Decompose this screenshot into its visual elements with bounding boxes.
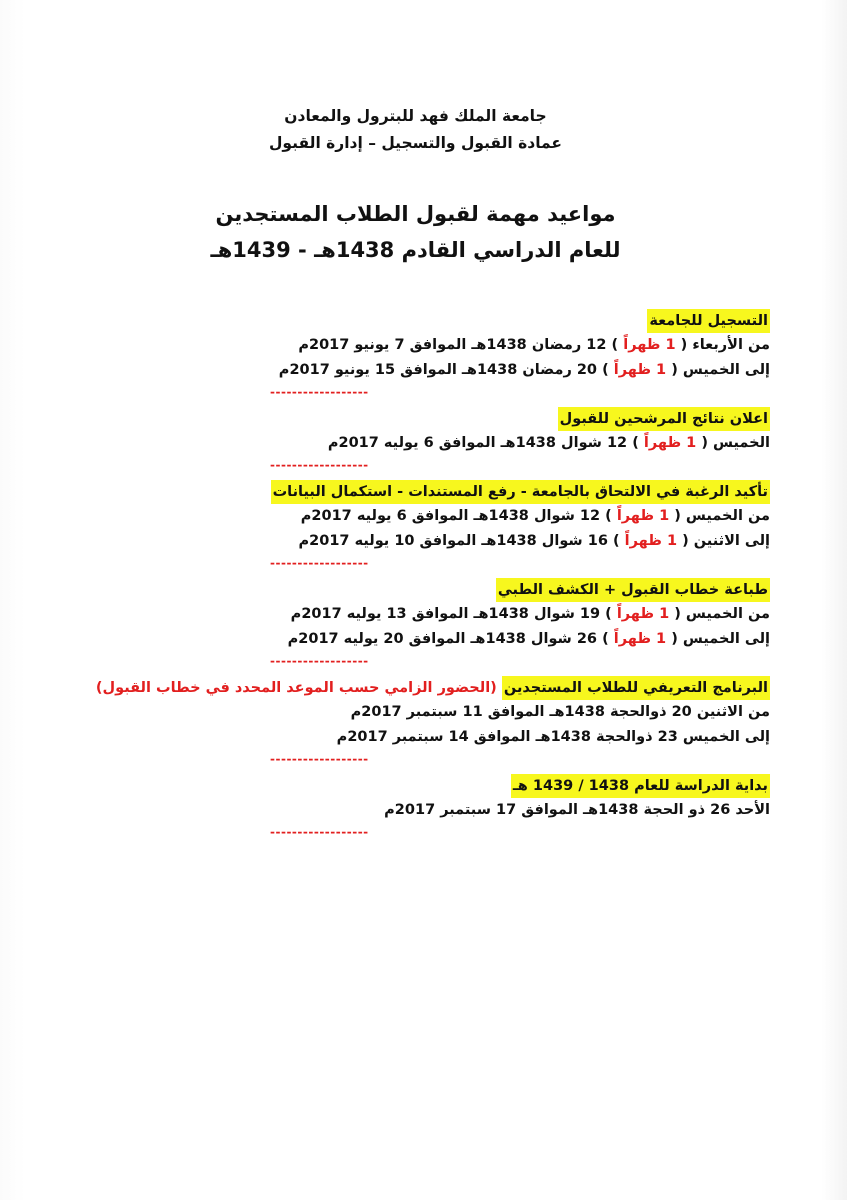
date-row xyxy=(150,602,770,627)
section-results xyxy=(150,407,770,472)
date-row: الأحد 26 ذو الحجة 1438هـ الموافق 17 سبتمبر 2017م xyxy=(384,802,770,818)
row-text: الخميس ( xyxy=(696,435,770,451)
row-text: إلى الخميس ( xyxy=(666,631,770,647)
separator: ------------------ xyxy=(270,385,369,399)
row-text: إلى الاثنين ( xyxy=(677,533,770,549)
separator: ------------------ xyxy=(270,556,369,570)
date-row xyxy=(150,358,770,383)
separator: ------------------ xyxy=(270,752,369,766)
section-confirmation xyxy=(150,480,770,570)
section-title: تأكيد الرغبة في الالتحاق بالجامعة - رفع المستندات - استكمال البيانات xyxy=(271,480,770,504)
deanship-name: عمادة القبول والتسجيل – إدارة القبول xyxy=(268,134,563,152)
date-row xyxy=(150,431,770,456)
section-title: طباعة خطاب القبول + الكشف الطبي xyxy=(496,578,770,602)
row-text: ) 16 شوال 1438هـ الموافق 10 يوليه 2017م xyxy=(298,533,625,549)
time-label: 1 ظهراً xyxy=(613,631,667,647)
date-row xyxy=(150,504,770,529)
row-text: من الخميس ( xyxy=(669,508,770,524)
separator: ------------------ xyxy=(270,654,369,668)
time-label: 1 ظهراً xyxy=(623,337,676,353)
row-text: إلى الخميس ( xyxy=(666,362,770,378)
row-text: من الخميس ( xyxy=(669,606,770,622)
date-row xyxy=(150,529,770,554)
section-acceptance-letter xyxy=(150,578,770,668)
separator: ------------------ xyxy=(270,825,369,839)
attendance-note: (الحضور الزامي حسب الموعد المحدد في خطاب القبول) xyxy=(95,680,497,696)
title-line-2: للعام الدراسي القادم 1438هـ - 1439هـ xyxy=(210,238,621,262)
row-text: ) 12 شوال 1438هـ الموافق 6 يوليه 2017م xyxy=(300,508,617,524)
separator: ------------------ xyxy=(270,458,369,472)
row-text: ) 20 رمضان 1438هـ الموافق 15 يونيو 2017م xyxy=(278,362,614,378)
time-label: 1 ظهراً xyxy=(624,533,678,549)
date-row: إلى الخميس 23 ذوالحجة 1438هـ الموافق 14 سبتمبر 2017م xyxy=(336,729,770,745)
date-row: من الاثنين 20 ذوالحجة 1438هـ الموافق 11 سبتمبر 2017م xyxy=(350,704,770,720)
schedule-list xyxy=(95,309,770,847)
time-label: 1 ظهراً xyxy=(616,606,670,622)
document-title xyxy=(0,196,847,268)
section-orientation xyxy=(95,676,770,766)
date-row xyxy=(150,333,770,358)
section-title: اعلان نتائج المرشحين للقبول xyxy=(558,407,770,431)
row-text: ) 26 شوال 1438هـ الموافق 20 يوليه 2017م xyxy=(287,631,614,647)
row-text: من الأربعاء ( xyxy=(675,337,770,353)
time-label: 1 ظهراً xyxy=(643,435,697,451)
university-header xyxy=(0,103,847,157)
section-title: بداية الدراسة للعام 1438 / 1439 هـ xyxy=(511,774,770,798)
row-text: ) 12 شوال 1438هـ الموافق 6 يوليه 2017م xyxy=(327,435,644,451)
time-label: 1 ظهراً xyxy=(616,508,670,524)
date-row xyxy=(150,627,770,652)
title-line-1: مواعيد مهمة لقبول الطلاب المستجدين xyxy=(215,202,616,226)
section-study-start xyxy=(150,774,770,839)
section-title: التسجيل للجامعة xyxy=(647,309,770,333)
time-label: 1 ظهراً xyxy=(613,362,667,378)
university-name: جامعة الملك فهد للبترول والمعادن xyxy=(284,107,547,125)
section-registration xyxy=(150,309,770,399)
section-title: البرنامج التعريفي للطلاب المستجدين xyxy=(502,676,770,700)
row-text: ) 12 رمضان 1438هـ الموافق 7 يونيو 2017م xyxy=(298,337,624,353)
row-text: ) 19 شوال 1438هـ الموافق 13 يوليه 2017م xyxy=(290,606,617,622)
